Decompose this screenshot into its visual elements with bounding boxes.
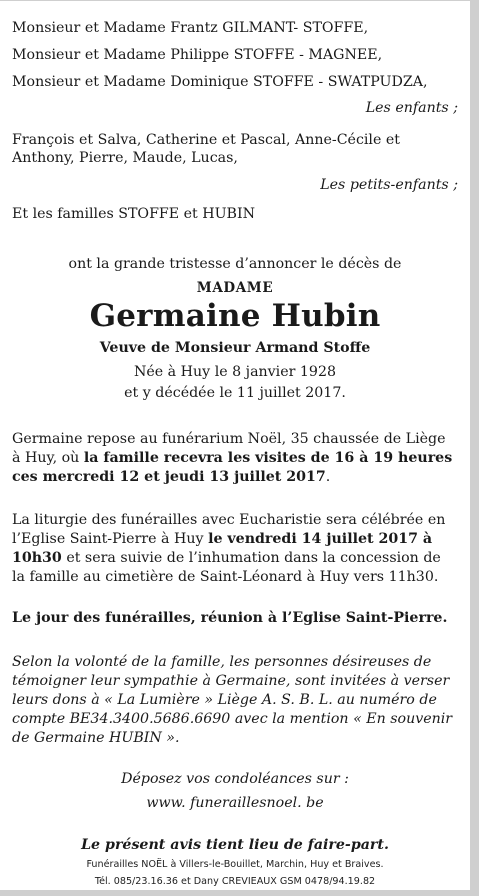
grandchildren-label: Les petits-enfants ; — [320, 177, 458, 193]
visit-text-bold: la famille recevra les visites de 16 à 19 heures ces mercredi 12 et jeudi 13 juillet 2017 — [12, 450, 453, 485]
announcement-title: MADAME — [196, 280, 274, 296]
notice-line: Le présent avis tient lieu de faire-part. — [81, 837, 389, 853]
visit-text-1: Germaine repose au funérarium Noël, 35 chaussée de Liège à Huy, où — [12, 431, 446, 466]
family-line-3: Monsieur et Madame Dominique STOFFE - SWATPUDZA, — [12, 74, 428, 90]
grandchildren-line-1: François et Salva, Catherine et Pascal, Anne-Cécile et — [12, 132, 400, 148]
visit-paragraph — [12, 430, 458, 487]
widow-line: Veuve de Monsieur Armand Stoffe — [99, 340, 371, 356]
family-line-2: Monsieur et Madame Philippe STOFFE - MAGNEE, — [12, 47, 383, 63]
died-line: et y décédée le 11 juillet 2017. — [124, 385, 346, 401]
grandchildren-line-2: Anthony, Pierre, Maude, Lucas, — [12, 150, 238, 166]
liturgy-text-bold: le vendredi 14 juillet 2017 à 10h30 — [12, 531, 433, 566]
reunion-line: Le jour des funérailles, réunion à l’Eglise Saint-Pierre. — [12, 610, 448, 626]
footer-line-2: Tél. 085/23.16.36 et Dany CREVIEAUX GSM 0478/94.19.82 — [94, 876, 376, 887]
families-line: Et les familles STOFFE et HUBIN — [12, 206, 256, 222]
deceased-name: Germaine Hubin — [89, 298, 381, 334]
condolences-line-1: Déposez vos condoléances sur : — [121, 771, 349, 787]
announcement-intro: ont la grande tristesse d’annoncer le décès de — [68, 256, 402, 272]
donations-paragraph: Selon la volonté de la famille, les personnes désireuses de témoigner leur sympathie à Germaine, sont invitées à verser leurs dons à « La Lumière » Liège A. S. B. L. au numéro de compte BE34.3400.5686.6690 avec la mention « En souvenir de Germaine HUBIN ». — [12, 654, 453, 746]
liturgy-paragraph — [12, 511, 458, 587]
children-label: Les enfants ; — [365, 100, 458, 116]
liturgy-text-1: La liturgie des funérailles avec Eucharistie sera célébrée en l’Eglise Saint-Pierre à Huy — [12, 512, 446, 547]
born-line: Née à Huy le 8 janvier 1928 — [133, 364, 337, 380]
liturgy-text-end: et sera suivie de l’inhumation dans la concession de la famille au cimetière de Saint-Léonard à Huy vers 11h30. — [12, 550, 441, 585]
family-line-1: Monsieur et Madame Frantz GILMANT- STOFFE, — [12, 20, 369, 36]
footer-line-1: Funérailles NOËL à Villers-le-Bouillet, Marchin, Huy et Braives. — [86, 859, 384, 870]
condolences-website: www. funeraillesnoel. be — [146, 795, 324, 811]
visit-text-end: . — [325, 469, 331, 485]
